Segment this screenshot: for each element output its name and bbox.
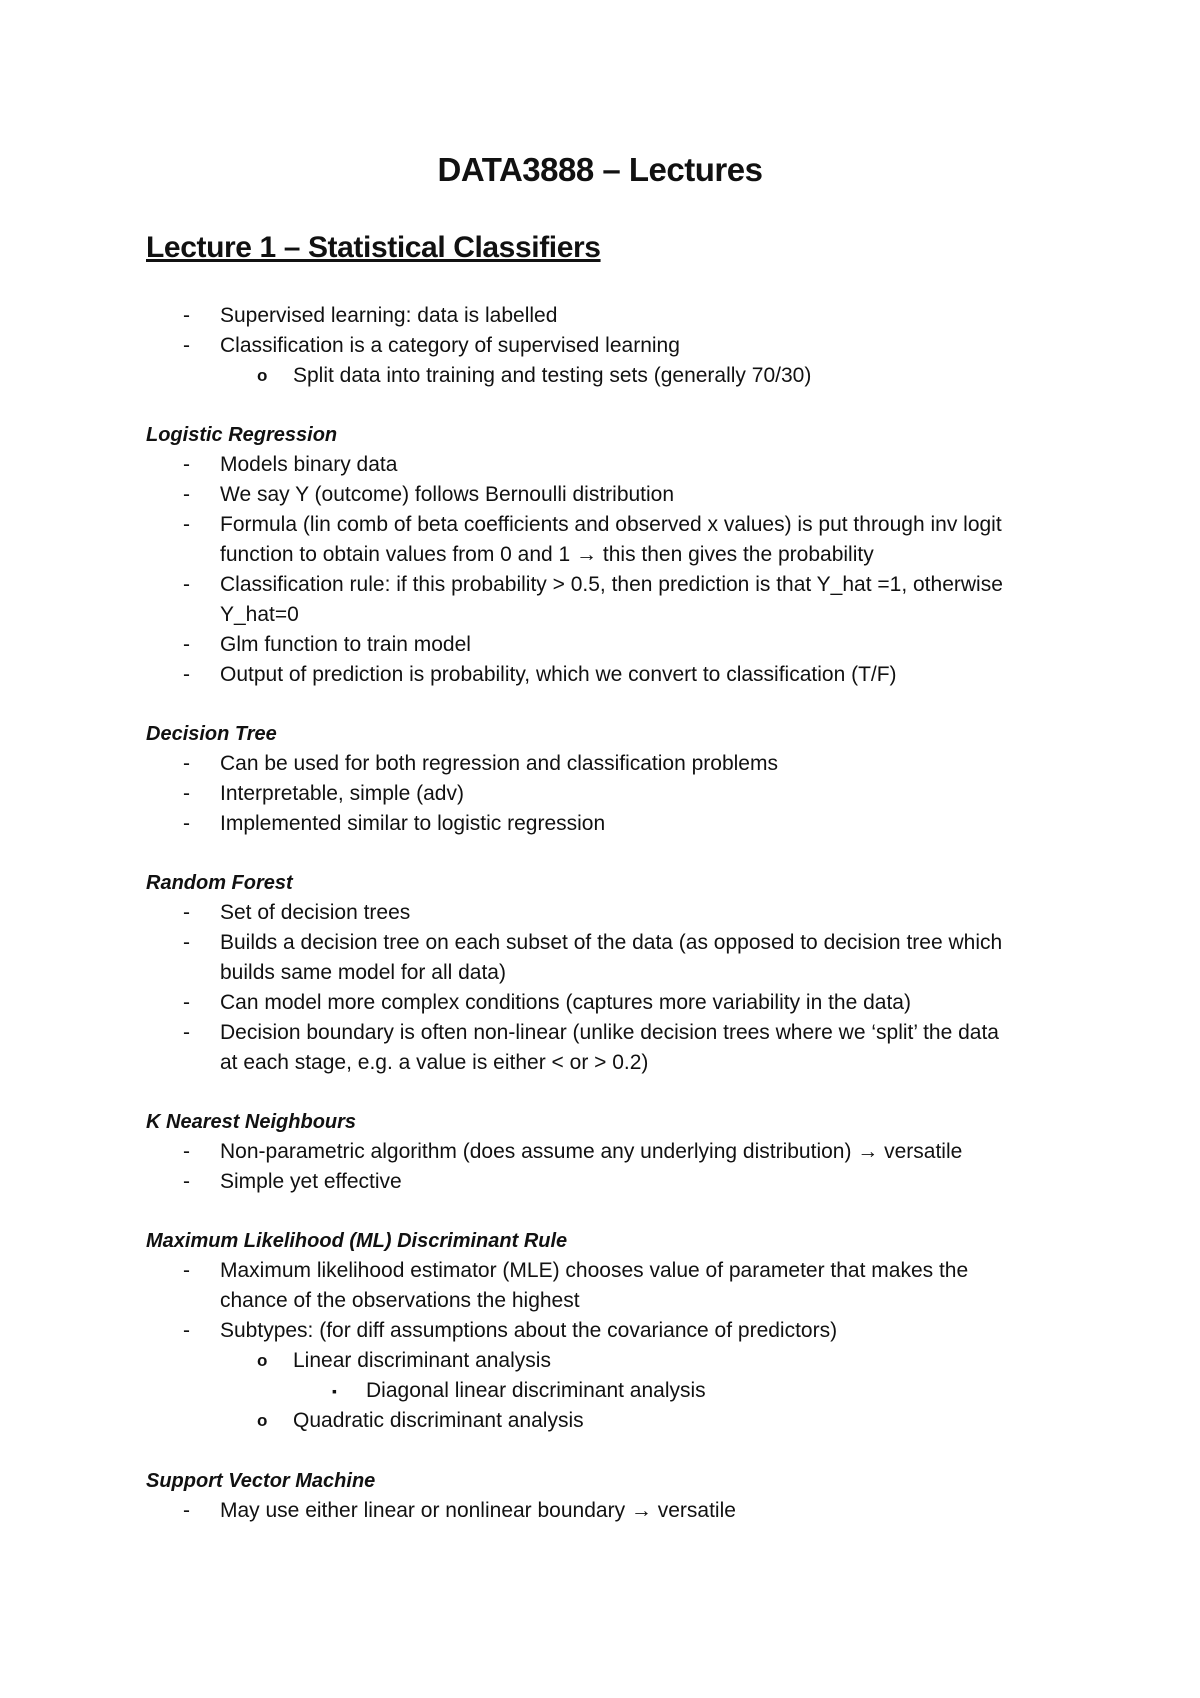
dash-bullet-icon: - <box>183 1499 190 1522</box>
sub-list-item: o Quadratic discriminant analysis <box>293 1406 584 1436</box>
section-heading-svm: Support Vector Machine <box>146 1470 376 1492</box>
list-item: - Simple yet effective <box>220 1167 402 1197</box>
list-item: - Glm function to train model <box>220 630 471 660</box>
dash-bullet-icon: - <box>183 1259 190 1282</box>
list-item: - Formula (lin comb of beta coefficients and observed x values) is put through inv logit <box>220 510 1002 540</box>
dash-bullet-icon: - <box>183 1319 190 1342</box>
circle-bullet-icon: o <box>257 1351 268 1370</box>
dash-bullet-icon: - <box>183 304 190 327</box>
sub-list-item: o Linear discriminant analysis <box>293 1346 551 1376</box>
circle-bullet-icon: o <box>257 366 268 385</box>
list-item: - Output of prediction is probability, which we convert to classification (T/F) <box>220 660 897 690</box>
section-heading-decision-tree: Decision Tree <box>146 723 277 745</box>
list-item: - Classification rule: if this probability > 0.5, then prediction is that Y_hat =1, otherwise <box>220 570 1003 600</box>
list-item-continuation: builds same model for all data) <box>220 961 506 984</box>
list-item: - Subtypes: (for diff assumptions about the covariance of predictors) <box>220 1316 837 1346</box>
dash-bullet-icon: - <box>183 1170 190 1193</box>
dash-bullet-icon: - <box>183 663 190 686</box>
list-item: - Builds a decision tree on each subset of the data (as opposed to decision tree which <box>220 928 1002 958</box>
section-heading-logistic-regression: Logistic Regression <box>146 424 338 446</box>
list-item: - Set of decision trees <box>220 898 410 928</box>
list-item: - Classification is a category of supervised learning <box>220 331 680 361</box>
list-item: - Decision boundary is often non-linear (unlike decision trees where we ‘split’ the data <box>220 1018 999 1048</box>
dash-bullet-icon: - <box>183 812 190 835</box>
lecture-heading: Lecture 1 – Statistical Classifiers <box>146 231 601 264</box>
dash-bullet-icon: - <box>183 782 190 805</box>
square-bullet-icon: ▪ <box>332 1383 337 1399</box>
dash-bullet-icon: - <box>183 1140 190 1163</box>
list-item-continuation: at each stage, e.g. a value is either < or > 0.2) <box>220 1051 649 1074</box>
list-item: - Models binary data <box>220 450 397 480</box>
list-item: - Can model more complex conditions (captures more variability in the data) <box>220 988 911 1018</box>
sub-list-item: o Split data into training and testing sets (generally 70/30) <box>293 361 811 391</box>
list-item: - Maximum likelihood estimator (MLE) chooses value of parameter that makes the <box>220 1256 968 1286</box>
dash-bullet-icon: - <box>183 1021 190 1044</box>
dash-bullet-icon: - <box>183 752 190 775</box>
section-heading-knn: K Nearest Neighbours <box>146 1111 357 1133</box>
dash-bullet-icon: - <box>183 633 190 656</box>
section-heading-ml-discriminant-rule: Maximum Likelihood (ML) Discriminant Rule <box>146 1230 568 1252</box>
circle-bullet-icon: o <box>257 1411 268 1430</box>
list-item: - We say Y (outcome) follows Bernoulli distribution <box>220 480 674 510</box>
list-item: - Interpretable, simple (adv) <box>220 779 464 809</box>
dash-bullet-icon: - <box>183 334 190 357</box>
sub-sub-list-item: ▪ Diagonal linear discriminant analysis <box>366 1376 706 1406</box>
list-item: - Supervised learning: data is labelled <box>220 301 557 331</box>
list-item-continuation: function to obtain values from 0 and 1 → this then gives the probability <box>220 543 874 566</box>
list-item-continuation: chance of the observations the highest <box>220 1289 580 1312</box>
list-item: - Non-parametric algorithm (does assume any underlying distribution) → versatile <box>220 1137 962 1167</box>
list-item-continuation: Y_hat=0 <box>220 603 299 626</box>
list-item: - Can be used for both regression and classification problems <box>220 749 778 779</box>
dash-bullet-icon: - <box>183 483 190 506</box>
document-title: DATA3888 – Lectures <box>437 151 763 188</box>
section-heading-random-forest: Random Forest <box>146 872 293 894</box>
dash-bullet-icon: - <box>183 931 190 954</box>
dash-bullet-icon: - <box>183 573 190 596</box>
dash-bullet-icon: - <box>183 453 190 476</box>
dash-bullet-icon: - <box>183 991 190 1014</box>
list-item: - May use either linear or nonlinear boundary → versatile <box>220 1496 736 1526</box>
dash-bullet-icon: - <box>183 513 190 536</box>
list-item: - Implemented similar to logistic regression <box>220 809 605 839</box>
dash-bullet-icon: - <box>183 901 190 924</box>
